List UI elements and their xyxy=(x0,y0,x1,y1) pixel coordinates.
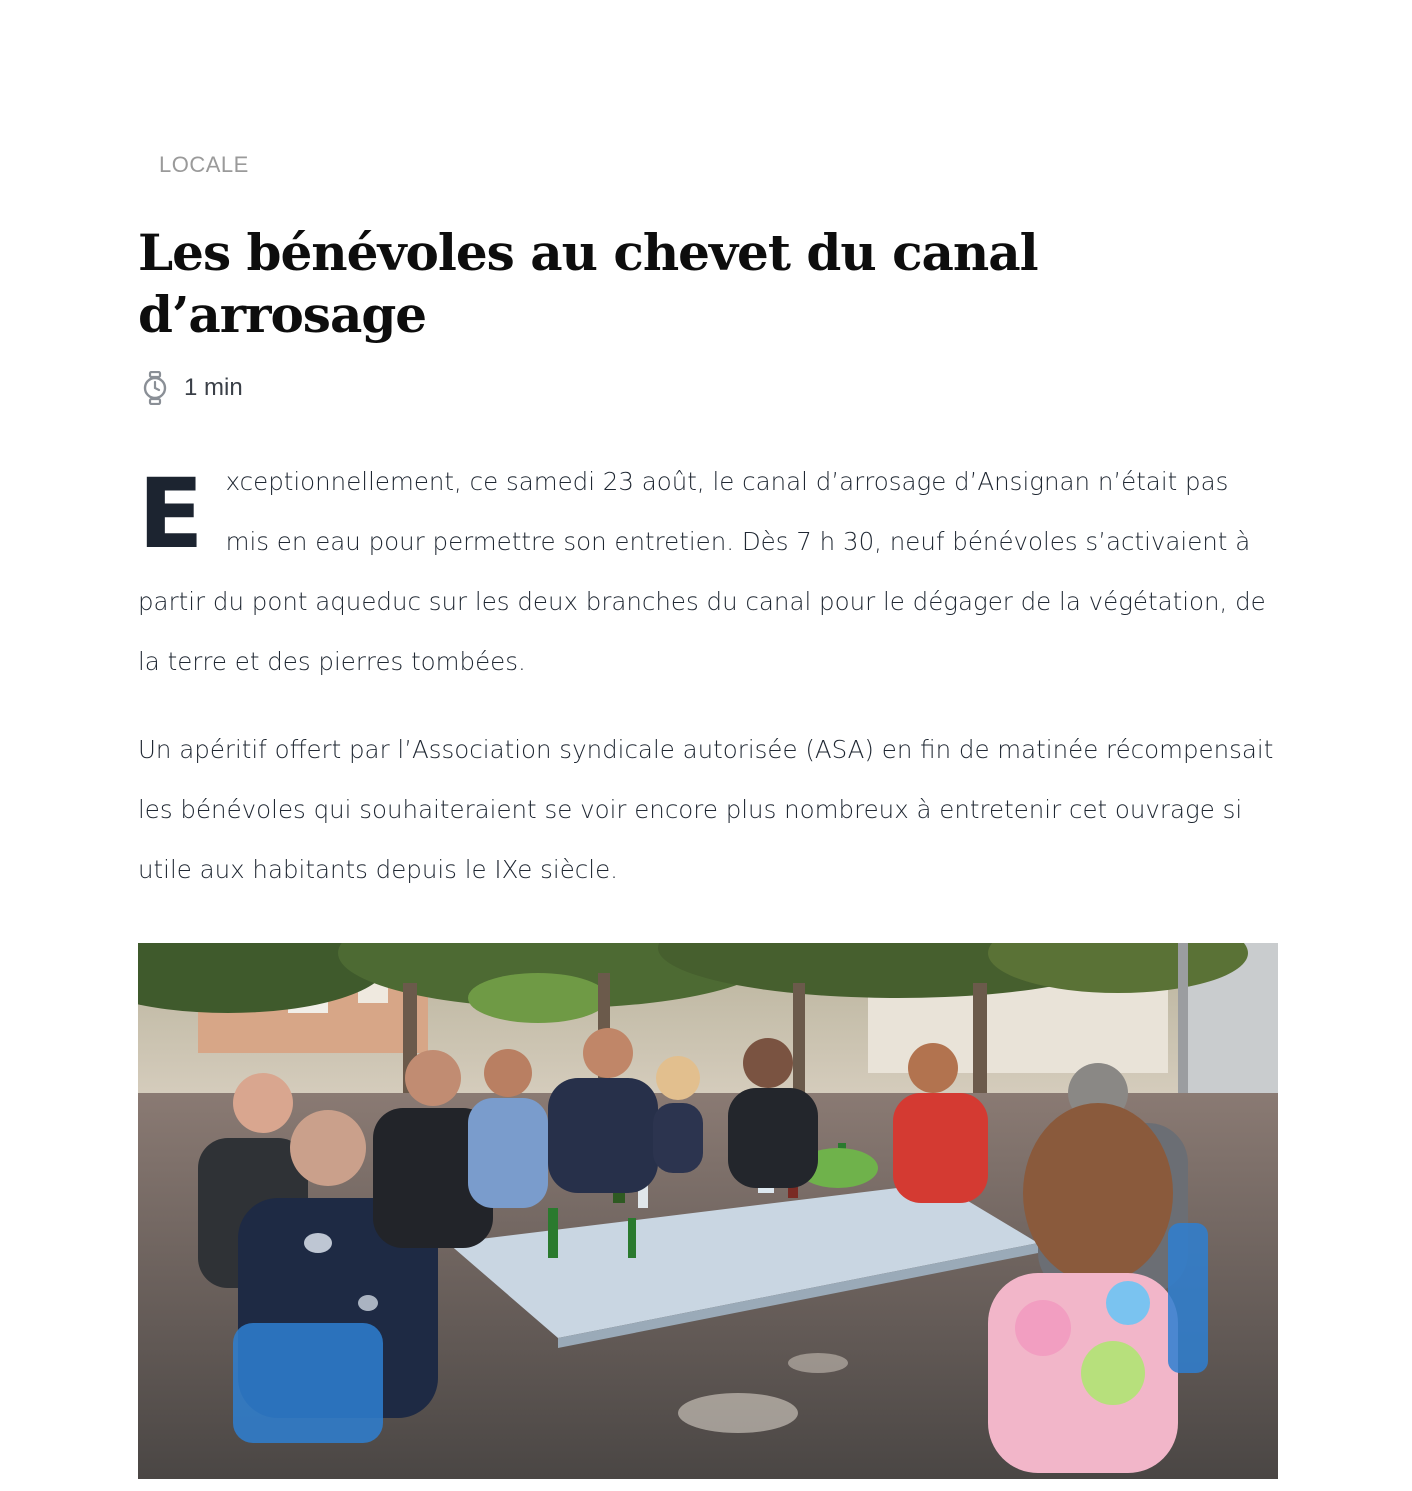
paragraph-1-text: xceptionnellement, ce samedi 23 août, le canal d’arrosage d’Ansignan n’était pas mis en eau pour permettre son entretien. Dès 7 h 30, neuf bénévoles s’activaient à partir du pont aqueduc sur les deux branches du canal pour le dégager de la végétation, de la terre et des pierres tombées. xyxy=(138,467,1266,676)
paragraph-2: Un apéritif offert par l’Association syndicale autorisée (ASA) en fin de matinée récompensait les bénévoles qui souhaiteraient se voir encore plus nombreux à entretenir cet ouvrage si utile aux habitants depuis le IXe siècle. xyxy=(138,735,1274,884)
section-kicker[interactable]: LOCALE xyxy=(159,152,249,177)
read-time: 1 min xyxy=(184,374,243,401)
stopwatch-icon xyxy=(142,371,168,405)
article-body xyxy=(138,452,1278,928)
article-meta xyxy=(142,370,243,406)
paragraph-1 xyxy=(138,452,1278,692)
article-photo[interactable] xyxy=(138,943,1278,1479)
drop-cap: E xyxy=(138,458,204,570)
article-title: Les bénévoles au chevet du canal d’arrosage xyxy=(138,223,1038,344)
